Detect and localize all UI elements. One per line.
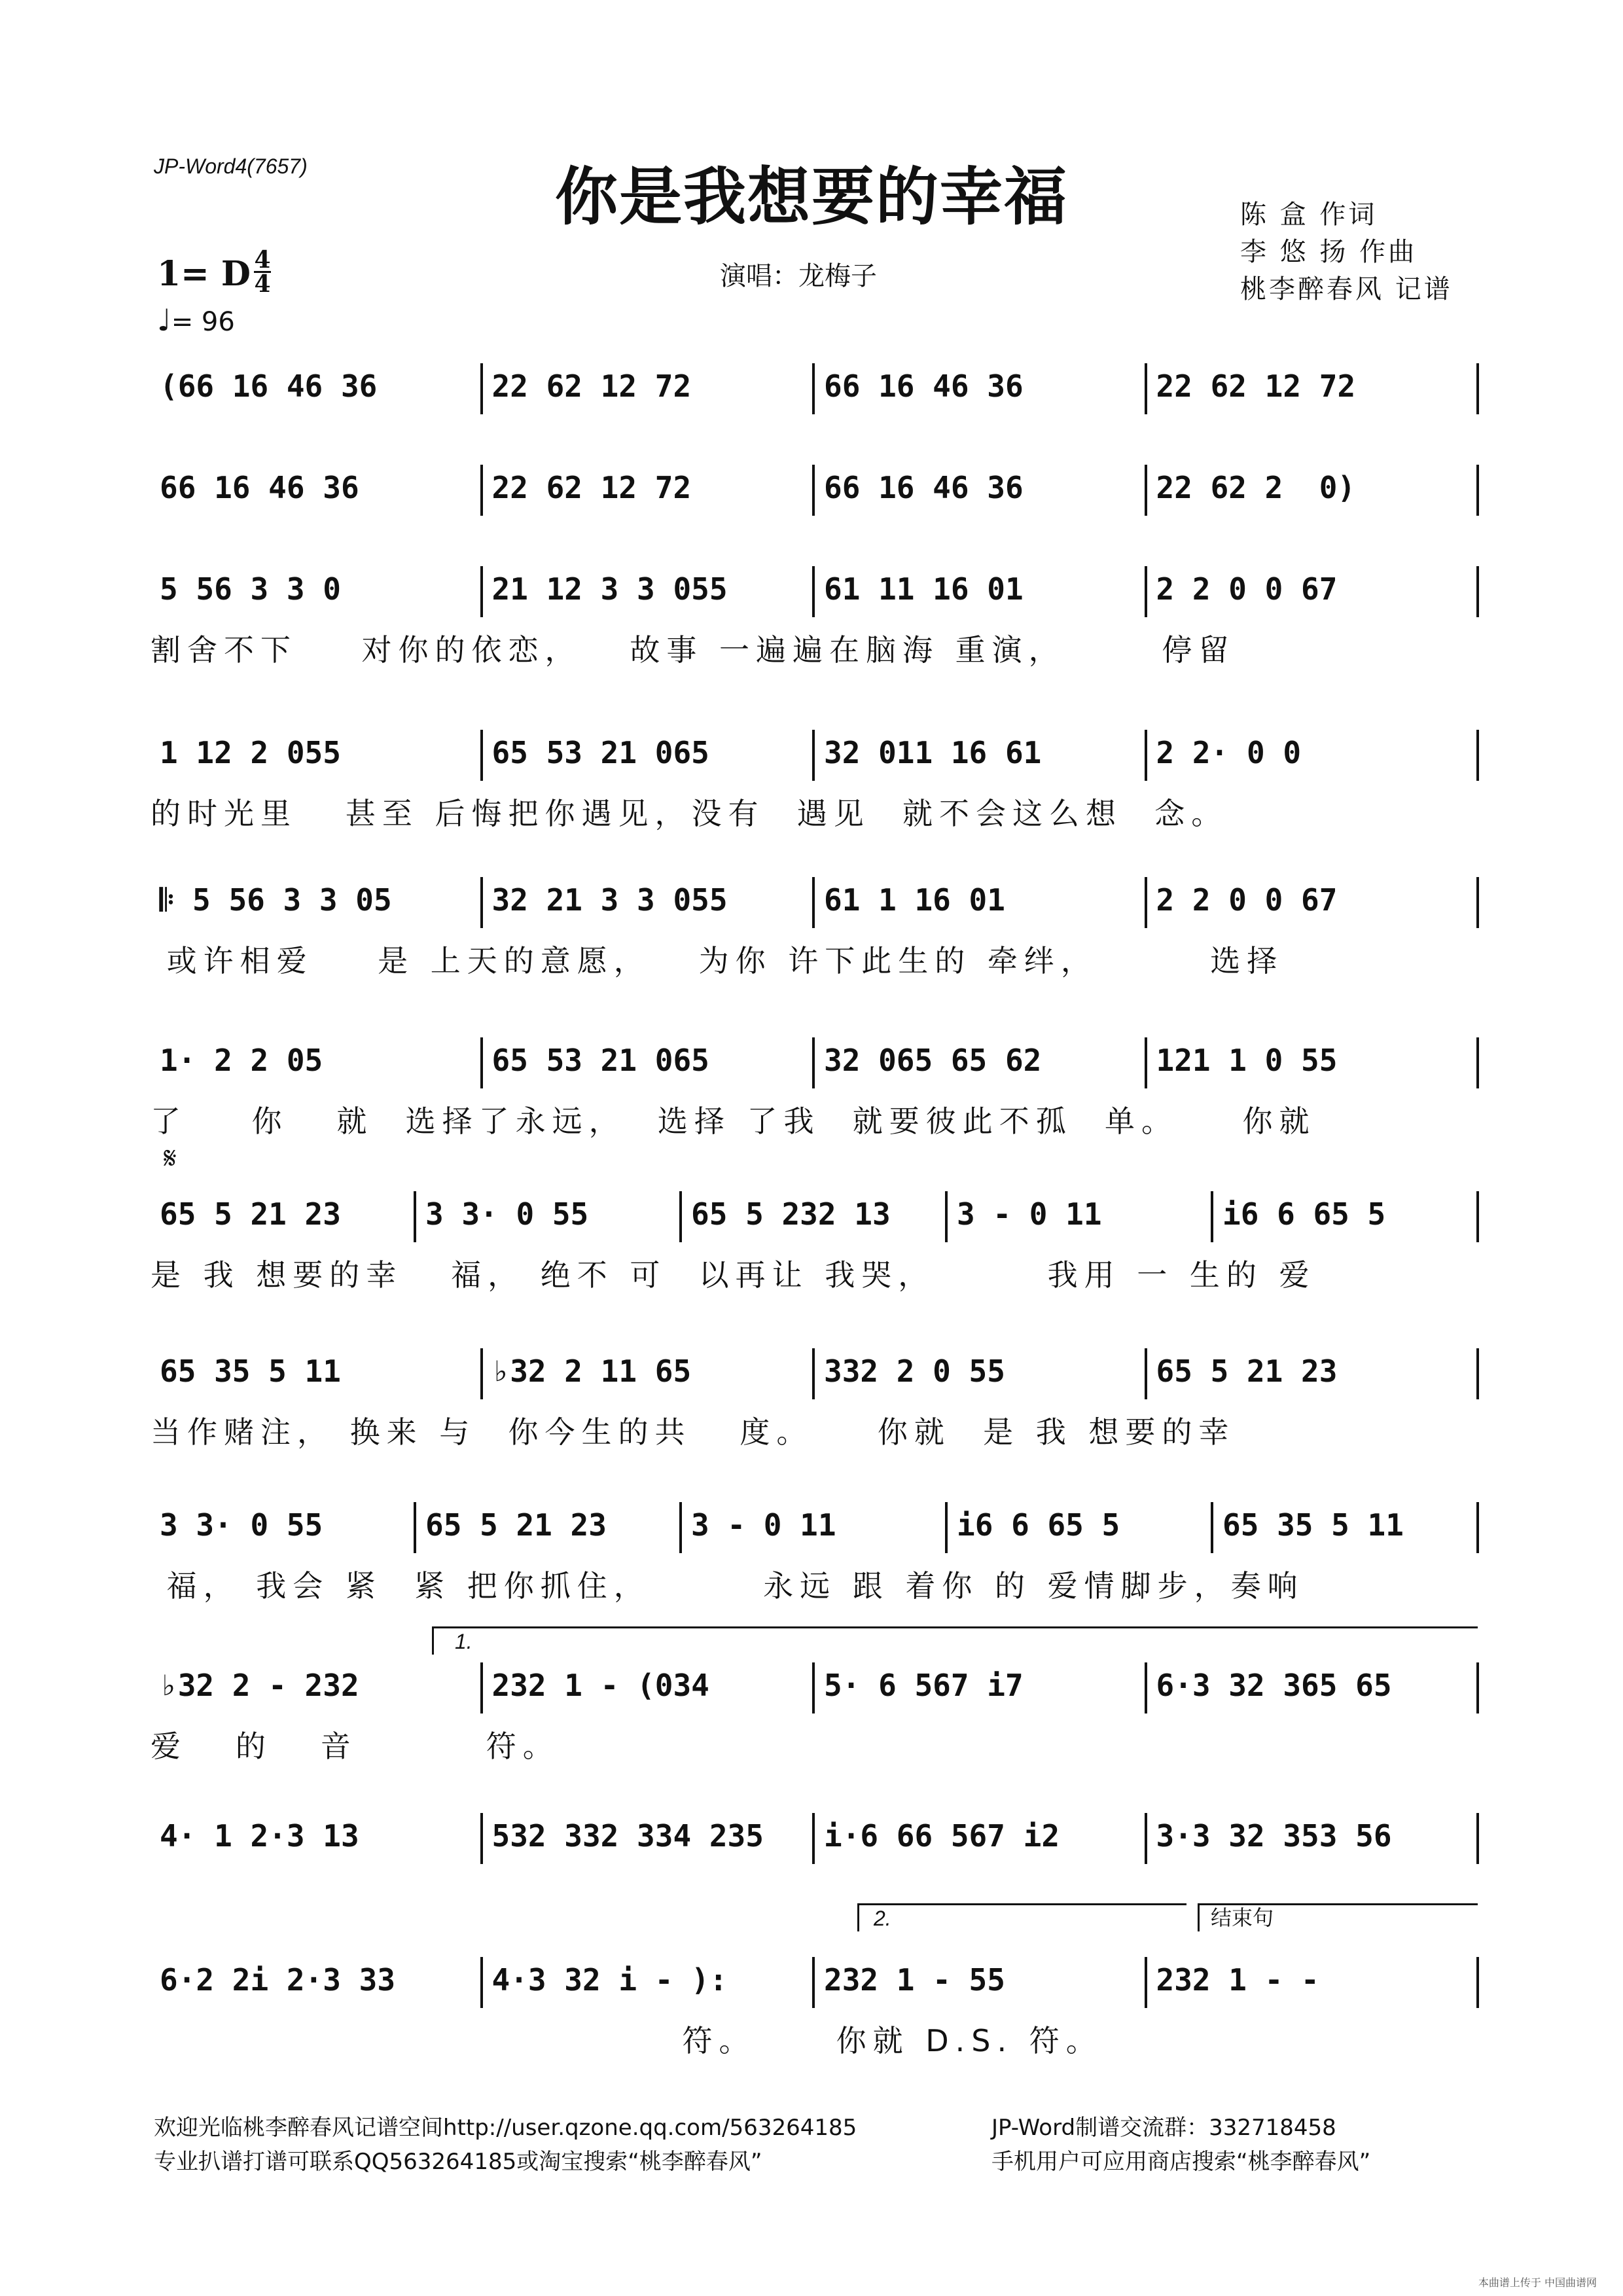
measure: 4·3 32 i - ): — [491, 1962, 728, 1998]
measure: 2 2· 0 0 — [1156, 735, 1302, 770]
measure: 1 12 2 055 — [160, 735, 341, 770]
barline — [1476, 730, 1479, 781]
quarter-note-icon: ♩ — [157, 302, 171, 338]
measure: 65 53 21 065 — [491, 1043, 709, 1078]
barline — [480, 363, 483, 414]
barline — [812, 1957, 815, 2008]
barline — [812, 1662, 815, 1713]
watermark: 本曲谱上传于 中国曲谱网 — [1478, 2276, 1597, 2289]
measure: 1· 2 2 05 — [160, 1043, 323, 1078]
notes-row — [151, 877, 1479, 929]
notes-row — [151, 1348, 1479, 1401]
barline — [1476, 1502, 1479, 1553]
measure: 61 1 16 01 — [824, 882, 1005, 918]
notes-row — [151, 1957, 1479, 2009]
notes-row — [151, 1813, 1479, 1865]
measure: 21 12 3 3 055 — [491, 571, 728, 607]
measure: 3 - 0 11 — [957, 1196, 1102, 1232]
measure: 22 62 2 0) — [1156, 470, 1356, 505]
volta-second — [857, 1903, 1186, 1931]
measure: i·6 66 567 i2 — [824, 1818, 1060, 1854]
lyrics-row: 当作赌注， 换来 与 你今生的共 度。 你就 是 我 想要的幸 — [151, 1414, 1236, 1450]
tempo-value: = 96 — [171, 307, 235, 337]
barline — [1476, 1348, 1479, 1399]
barline — [812, 465, 815, 516]
barline — [480, 1348, 483, 1399]
barline — [945, 1502, 948, 1553]
barline — [480, 1813, 483, 1864]
measure: i6 6 65 5 — [1222, 1196, 1386, 1232]
lyrics-row: 爱 的 音 符。 — [151, 1729, 560, 1764]
barline — [812, 730, 815, 781]
measure: 3 - 0 11 — [691, 1507, 836, 1543]
barline — [812, 1037, 815, 1088]
lyrics-row: 的时光里 甚至 后悔把你遇见，没有 遇见 就不会这么想 念。 — [151, 796, 1228, 831]
barline — [1476, 1957, 1479, 2008]
volta-coda-label: 结束句 — [1211, 1905, 1274, 1930]
lyrics-row: 割舍不下 对你的依恋， 故事 一遍遍在脑海 重演， 停留 — [151, 632, 1236, 668]
barline — [1476, 1662, 1479, 1713]
measure: 65 5 21 23 — [1156, 1354, 1338, 1389]
barline — [480, 566, 483, 617]
measure: 332 2 0 55 — [824, 1354, 1005, 1389]
lyrics-row: 福， 我会 紧 紧 把你抓住， 永远 跟 着你 的 爱情脚步，奏响 — [151, 1568, 1304, 1604]
barline — [812, 1348, 815, 1399]
barline — [480, 1957, 483, 2008]
measure: 65 53 21 065 — [491, 735, 709, 770]
barline — [1145, 363, 1147, 414]
barline — [1476, 1037, 1479, 1088]
measure: 5· 6 567 i7 — [824, 1668, 1024, 1703]
barline — [1476, 363, 1479, 414]
time-signature — [254, 246, 271, 298]
barline — [414, 1502, 416, 1553]
lyrics-row: 是 我 想要的幸 福， 绝不 可 以再让 我哭， 我用 一 生的 爱 — [151, 1257, 1316, 1293]
credits-block — [1240, 196, 1453, 308]
barline — [1476, 566, 1479, 617]
barline — [480, 1037, 483, 1088]
barline — [1145, 877, 1147, 928]
measure: 2 2 0 0 67 — [1156, 571, 1338, 607]
segno-icon: 𝄋 — [164, 1140, 177, 1175]
measure: (66 16 46 36 — [160, 368, 378, 404]
software-label: JP-Word4(7657) — [154, 154, 308, 178]
notes-row — [151, 566, 1479, 619]
volta-second-label: 2. — [874, 1907, 891, 1930]
measure: 65 35 5 11 — [1222, 1507, 1404, 1543]
footer — [154, 2111, 1371, 2179]
barline — [1211, 1191, 1213, 1242]
barline — [679, 1191, 682, 1242]
measure: 3 3· 0 55 — [160, 1507, 323, 1543]
lyrics-row: 了 你 就 选择了永远， 选择 了我 就要彼此不孤 单。 你就 — [151, 1103, 1316, 1139]
measure: ♭32 2 11 65 — [491, 1354, 692, 1389]
notes-row — [151, 1037, 1479, 1090]
lyrics-row: 符。 你就 D.S. 符。 — [151, 2023, 1103, 2058]
measure: 532 332 334 235 — [491, 1818, 764, 1854]
barline — [480, 1662, 483, 1713]
barline — [945, 1191, 948, 1242]
time-bottom: 4 — [254, 270, 271, 298]
barline — [480, 877, 483, 928]
footer-line2-right: 手机用户可应用商店搜索“桃李醉春风” — [991, 2149, 1371, 2175]
singer-credit: 演唱：龙梅子 — [720, 261, 877, 291]
barline — [1145, 1957, 1147, 2008]
measure: 32 21 3 3 055 — [491, 882, 728, 918]
measure: 32 065 65 62 — [824, 1043, 1042, 1078]
barline — [812, 1813, 815, 1864]
barline — [480, 465, 483, 516]
footer-line2-left: 专业扒谱打谱可联系QQ563264185或淘宝搜索“桃李醉春风” — [154, 2149, 762, 2175]
measure: 4· 1 2·3 13 — [160, 1818, 359, 1854]
footer-line1-right: JP-Word制谱交流群：332718458 — [991, 2115, 1336, 2141]
measure: i6 6 65 5 — [957, 1507, 1120, 1543]
measure: 3·3 32 353 56 — [1156, 1818, 1392, 1854]
lyrics-row: 或许相爱 是 上天的意愿， 为你 许下此生的 牵绊， 选择 — [151, 943, 1284, 978]
notes-row — [151, 363, 1479, 416]
measure: 22 62 12 72 — [491, 368, 692, 404]
barline — [812, 566, 815, 617]
measure: 66 16 46 36 — [160, 470, 359, 505]
measure: 232 1 - - — [1156, 1962, 1319, 1998]
barline — [1145, 465, 1147, 516]
measure: 2 2 0 0 67 — [1156, 882, 1338, 918]
measure: 232 1 - (034 — [491, 1668, 709, 1703]
barline — [812, 877, 815, 928]
barline — [1476, 1813, 1479, 1864]
measure: 66 16 46 36 — [824, 368, 1024, 404]
barline — [1145, 1348, 1147, 1399]
barline — [480, 730, 483, 781]
transcriber-credit: 桃李醉春风 记谱 — [1240, 274, 1453, 304]
measure: 65 35 5 11 — [160, 1354, 341, 1389]
barline — [1145, 730, 1147, 781]
notes-row — [151, 1191, 1479, 1244]
barline — [1145, 1037, 1147, 1088]
notes-row — [151, 1502, 1479, 1554]
key-signature: 1= D — [157, 254, 251, 294]
barline — [812, 363, 815, 414]
barline — [1211, 1502, 1213, 1553]
barline — [1145, 1813, 1147, 1864]
measure: 61 11 16 01 — [824, 571, 1024, 607]
volta-first — [432, 1626, 1478, 1655]
volta-first-label: 1. — [455, 1630, 473, 1653]
measure: 65 5 232 13 — [691, 1196, 891, 1232]
measure: 6·3 32 365 65 — [1156, 1668, 1392, 1703]
measure: 3 3· 0 55 — [425, 1196, 589, 1232]
measure: 22 62 12 72 — [1156, 368, 1356, 404]
barline — [679, 1502, 682, 1553]
lyricist-credit: 陈 盒 作词 — [1240, 200, 1378, 230]
tempo-marking — [157, 302, 235, 338]
barline — [1145, 1662, 1147, 1713]
measure: 66 16 46 36 — [824, 470, 1024, 505]
footer-line1-left: 欢迎光临桃李醉春风记谱空间http://user.qzone.qq.com/563264185 — [154, 2115, 857, 2141]
notes-row — [151, 1662, 1479, 1715]
measure: ♭32 2 - 232 — [160, 1668, 359, 1703]
measure: 232 1 - 55 — [824, 1962, 1005, 1998]
measure: 65 5 21 23 — [160, 1196, 341, 1232]
measure: 6·2 2i 2·3 33 — [160, 1962, 396, 1998]
barline — [1145, 566, 1147, 617]
time-top: 4 — [254, 246, 271, 274]
composer-credit: 李 悠 扬 作曲 — [1240, 237, 1418, 267]
barline — [1476, 465, 1479, 516]
barline — [1476, 1191, 1479, 1242]
song-title: 你是我想要的幸福 — [555, 160, 1068, 234]
measure: 121 1 0 55 — [1156, 1043, 1338, 1078]
measure: 65 5 21 23 — [425, 1507, 607, 1543]
notes-row — [151, 465, 1479, 517]
measure: 5 56 3 3 0 — [160, 571, 341, 607]
barline — [1476, 877, 1479, 928]
measure: 22 62 12 72 — [491, 470, 692, 505]
measure: 𝄆 5 56 3 3 05 — [160, 882, 392, 918]
notes-row — [151, 730, 1479, 782]
measure: 32 011 16 61 — [824, 735, 1042, 770]
barline — [414, 1191, 416, 1242]
